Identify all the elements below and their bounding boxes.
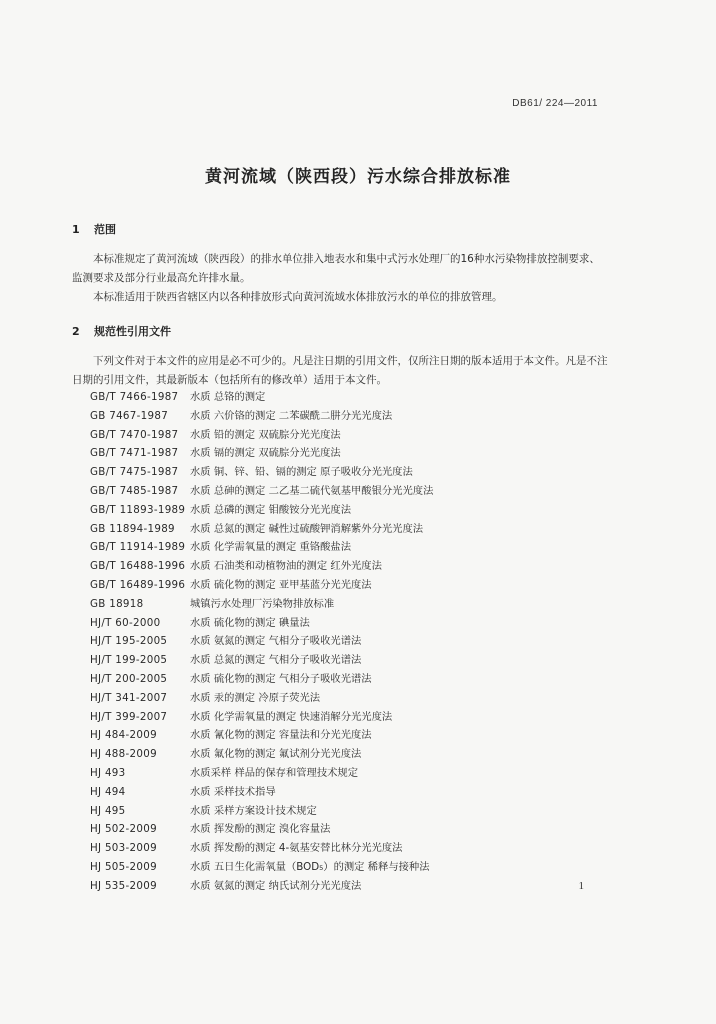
reference-item bbox=[90, 426, 433, 445]
reference-title: 水质 挥发酚的测定 4-氨基安替比林分光光度法 bbox=[190, 842, 403, 855]
reference-item bbox=[90, 764, 433, 783]
reference-item bbox=[90, 463, 433, 482]
reference-title: 水质 挥发酚的测定 溴化容量法 bbox=[190, 823, 331, 836]
reference-item bbox=[90, 520, 433, 539]
page-title: 黄河流域（陕西段）污水综合排放标准 bbox=[205, 167, 511, 187]
reference-code: HJ/T 341-2007 bbox=[90, 691, 168, 704]
section-2-heading bbox=[72, 323, 171, 339]
reference-item bbox=[90, 482, 433, 501]
reference-code: HJ 494 bbox=[90, 785, 126, 798]
reference-code: GB/T 16488-1996 bbox=[90, 560, 186, 573]
section-1-number: 1 bbox=[72, 223, 80, 236]
reference-item bbox=[90, 858, 433, 877]
reference-title: 水质 硫化物的测定 亚甲基蓝分光光度法 bbox=[190, 578, 372, 591]
reference-code: GB/T 7471-1987 bbox=[90, 447, 179, 460]
reference-code: HJ 484-2009 bbox=[90, 729, 157, 742]
reference-item bbox=[90, 595, 433, 614]
reference-title: 水质 氨氮的测定 气相分子吸收光谱法 bbox=[190, 635, 362, 648]
reference-title: 水质 硫化物的测定 气相分子吸收光谱法 bbox=[190, 672, 372, 685]
reference-title: 水质 采样技术指导 bbox=[190, 785, 276, 798]
reference-title: 水质 五日生化需氧量（BOD₅）的测定 稀释与接种法 bbox=[190, 860, 430, 873]
reference-item bbox=[90, 388, 433, 407]
reference-item bbox=[90, 632, 433, 651]
reference-title: 水质 氰化物的测定 容量法和分光光度法 bbox=[190, 729, 372, 742]
section-2-title: 规范性引用文件 bbox=[94, 325, 171, 338]
reference-code: GB 18918 bbox=[90, 597, 144, 610]
reference-item bbox=[90, 726, 433, 745]
section-2-number: 2 bbox=[72, 325, 80, 338]
reference-code: GB/T 11893-1989 bbox=[90, 503, 186, 516]
page-number: 1 bbox=[578, 880, 584, 892]
reference-item bbox=[90, 670, 433, 689]
reference-code: HJ 495 bbox=[90, 804, 126, 817]
reference-code: HJ/T 399-2007 bbox=[90, 710, 168, 723]
reference-title: 水质 化学需氧量的测定 重铬酸盐法 bbox=[190, 541, 351, 554]
reference-item bbox=[90, 501, 433, 520]
doc-code: DB61/ 224—2011 bbox=[512, 98, 598, 109]
reference-title: 水质 氟化物的测定 氟试剂分光光度法 bbox=[190, 748, 362, 761]
reference-title: 水质 汞的测定 冷原子荧光法 bbox=[190, 691, 321, 704]
reference-code: GB/T 7475-1987 bbox=[90, 466, 179, 479]
reference-item bbox=[90, 576, 433, 595]
reference-title: 城镇污水处理厂污染物排放标准 bbox=[190, 597, 335, 610]
reference-title: 水质 铅的测定 双硫腙分光光度法 bbox=[190, 428, 341, 441]
reference-code: GB/T 11914-1989 bbox=[90, 541, 186, 554]
section-1-paragraph-1: 本标准规定了黄河流域（陕西段）的排水单位排入地表水和集中式污水处理厂的16种水污染物排放控制要求、监测要求及部分行业最高允许排水量。 bbox=[72, 253, 600, 284]
reference-title: 水质 氨氮的测定 纳氏试剂分光光度法 bbox=[190, 879, 362, 892]
section-1-heading bbox=[72, 221, 116, 237]
reference-code: GB/T 16489-1996 bbox=[90, 578, 186, 591]
reference-title: 水质 石油类和动植物油的测定 红外光度法 bbox=[190, 560, 382, 573]
reference-item bbox=[90, 614, 433, 633]
reference-code: HJ 493 bbox=[90, 766, 126, 779]
reference-item bbox=[90, 538, 433, 557]
reference-code: HJ 502-2009 bbox=[90, 823, 157, 836]
reference-item bbox=[90, 651, 433, 670]
reference-title: 水质 总铬的测定 bbox=[190, 391, 266, 403]
reference-code: HJ/T 199-2005 bbox=[90, 654, 168, 667]
reference-item bbox=[90, 783, 433, 802]
reference-title: 水质采样 样品的保存和管理技术规定 bbox=[190, 766, 359, 779]
reference-item bbox=[90, 802, 433, 821]
reference-code: HJ/T 60-2000 bbox=[90, 616, 161, 629]
reference-code: GB/T 7470-1987 bbox=[90, 428, 179, 441]
reference-item bbox=[90, 839, 433, 858]
reference-title: 水质 镉的测定 双硫腙分光光度法 bbox=[190, 447, 341, 460]
reference-title: 水质 总砷的测定 二乙基二硫代氨基甲酸银分光光度法 bbox=[190, 484, 434, 497]
reference-item bbox=[90, 557, 433, 576]
reference-title: 水质 总磷的测定 钼酸铵分光光度法 bbox=[190, 503, 351, 516]
section-1-paragraph-2: 本标准适用于陕西省辖区内以各种排放形式向黄河流域水体排放污水的单位的排放管理。 bbox=[93, 291, 503, 303]
reference-item bbox=[90, 708, 433, 727]
reference-item bbox=[90, 820, 433, 839]
reference-code: GB 7467-1987 bbox=[90, 409, 169, 422]
reference-code: HJ 505-2009 bbox=[90, 860, 157, 873]
reference-title: 水质 采样方案设计技术规定 bbox=[190, 804, 317, 817]
reference-item bbox=[90, 877, 433, 896]
reference-code: HJ 488-2009 bbox=[90, 748, 157, 761]
reference-title: 水质 铜、锌、铅、镉的测定 原子吸收分光光度法 bbox=[190, 466, 413, 479]
reference-title: 水质 总氮的测定 气相分子吸收光谱法 bbox=[190, 654, 362, 667]
reference-list bbox=[90, 388, 433, 896]
reference-title: 水质 总氮的测定 碱性过硫酸钾消解紫外分光光度法 bbox=[190, 522, 424, 535]
reference-code: HJ/T 195-2005 bbox=[90, 635, 168, 648]
reference-code: GB 11894-1989 bbox=[90, 522, 175, 535]
reference-title: 水质 化学需氧量的测定 快速消解分光光度法 bbox=[190, 710, 393, 723]
reference-item bbox=[90, 444, 433, 463]
reference-title: 水质 六价铬的测定 二苯碳酰二肼分光光度法 bbox=[190, 409, 393, 422]
reference-code: HJ 503-2009 bbox=[90, 842, 157, 855]
section-1-title: 范围 bbox=[94, 223, 116, 236]
reference-title: 水质 硫化物的测定 碘量法 bbox=[190, 616, 310, 629]
reference-item bbox=[90, 745, 433, 764]
reference-code: GB/T 7466-1987 bbox=[90, 391, 179, 403]
reference-code: HJ 535-2009 bbox=[90, 879, 157, 892]
reference-code: HJ/T 200-2005 bbox=[90, 672, 168, 685]
reference-item bbox=[90, 407, 433, 426]
reference-item bbox=[90, 689, 433, 708]
section-2-paragraph-1: 下列文件对于本文件的应用是必不可少的。凡是注日期的引用文件，仅所注日期的版本适用于本文件。凡是不注日期的引用文件，其最新版本（包括所有的修改单）适用于本文件。 bbox=[72, 355, 608, 386]
reference-code: GB/T 7485-1987 bbox=[90, 484, 179, 497]
